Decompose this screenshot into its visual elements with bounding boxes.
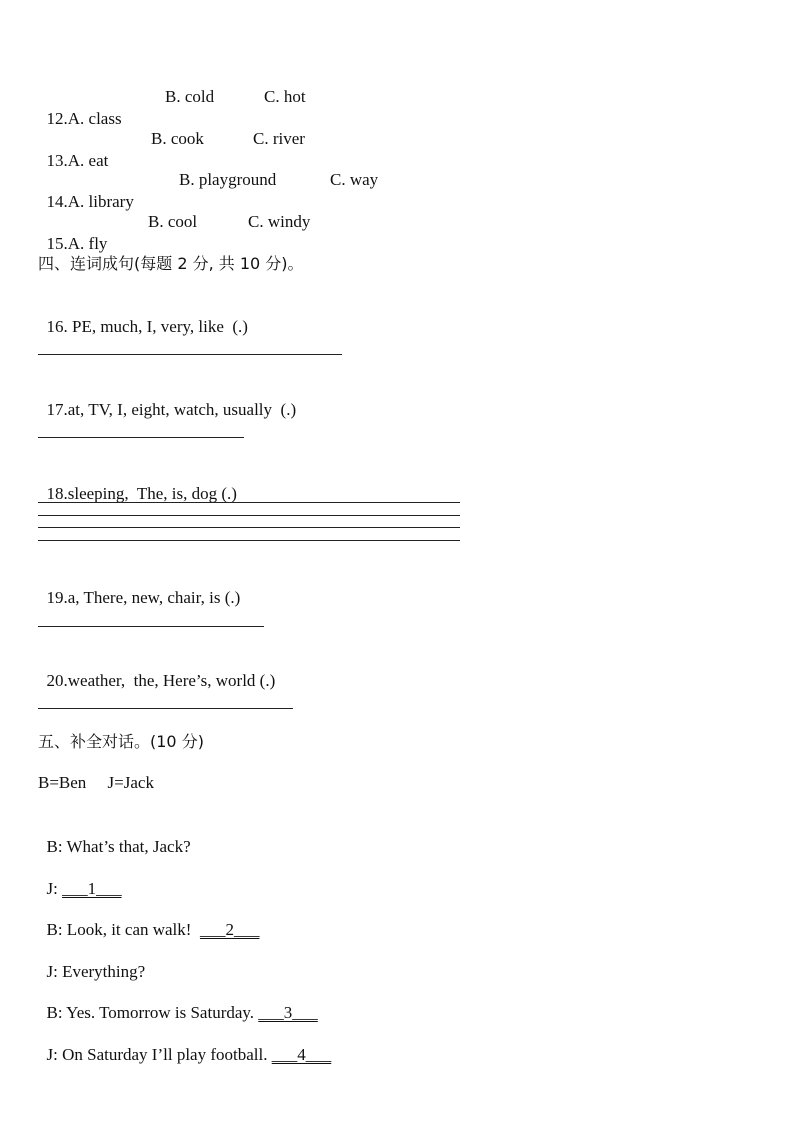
option-a: A. eat: [67, 151, 109, 170]
question-17: [38, 377, 296, 421]
section-5-heading: 五、补全对话。(10 分): [38, 732, 204, 751]
question-number: 20.: [46, 671, 68, 690]
option-b: B. cook: [151, 129, 204, 148]
option-c: C. hot: [264, 87, 306, 106]
answer-line: [38, 708, 293, 709]
dialogue-line: [38, 980, 318, 1024]
answer-line: [38, 626, 264, 627]
question-14: [38, 169, 134, 213]
answer-line: [38, 540, 460, 541]
option-b: B. cold: [165, 87, 215, 106]
question-words: at, TV, I, eight, watch, usually (.): [67, 400, 297, 419]
answer-line: [38, 527, 460, 528]
option-b: B. playground: [179, 170, 277, 189]
dialogue-line: [38, 814, 191, 858]
dialogue-roles: B=Ben J=Jack: [38, 773, 154, 792]
question-number: 14.: [46, 192, 68, 211]
dialogue-blank: ___4___: [271, 1045, 332, 1064]
dialogue-blank: ___2___: [199, 920, 260, 939]
question-19: [38, 565, 240, 609]
dialogue-text: J: On Saturday I’ll play football.: [46, 1045, 272, 1064]
question-15: [38, 211, 107, 255]
question-number: 19.: [46, 588, 68, 607]
dialogue-text: B: What’s that, Jack?: [46, 837, 191, 856]
answer-line: [38, 437, 244, 438]
dialogue-line: [38, 897, 259, 941]
option-c: C. windy: [248, 212, 311, 231]
question-number: 13.: [46, 151, 68, 170]
question-number: 18.: [46, 484, 68, 503]
answer-line: [38, 515, 460, 516]
question-20: [38, 648, 275, 692]
question-words: PE, much, I, very, like (.): [67, 317, 248, 336]
option-a: A. class: [67, 109, 122, 128]
answer-line: [38, 502, 460, 503]
dialogue-line: [38, 1022, 331, 1066]
question-words: a, There, new, chair, is (.): [67, 588, 241, 607]
dialogue-text: J: Everything?: [46, 962, 146, 981]
option-c: C. river: [253, 129, 305, 148]
option-c: C. way: [330, 170, 379, 189]
question-16: [38, 294, 248, 338]
section-4-heading: 四、连词成句(每题 2 分, 共 10 分)。: [38, 254, 304, 273]
dialogue-line: [38, 939, 145, 983]
dialogue-text: J:: [46, 879, 63, 898]
dialogue-blank: ___1___: [62, 879, 122, 898]
dialogue-blank: ___3___: [258, 1003, 318, 1022]
option-b: B. cool: [148, 212, 198, 231]
dialogue-text: B: Look, it can walk!: [46, 920, 200, 939]
question-words: weather, the, Here’s, world (.): [67, 671, 276, 690]
question-12: [38, 86, 122, 130]
question-number: 15.: [46, 234, 68, 253]
option-a: A. fly: [67, 234, 108, 253]
question-18: [38, 461, 237, 505]
dialogue-text: B: Yes. Tomorrow is Saturday.: [46, 1003, 259, 1022]
question-number: 12.: [46, 109, 68, 128]
question-13: [38, 128, 108, 172]
question-number: 17.: [46, 400, 68, 419]
answer-line: [38, 354, 342, 355]
option-a: A. library: [67, 192, 134, 211]
dialogue-line: [38, 856, 122, 900]
question-number: 16.: [46, 317, 68, 336]
question-words: sleeping, The, is, dog (.): [67, 484, 237, 503]
